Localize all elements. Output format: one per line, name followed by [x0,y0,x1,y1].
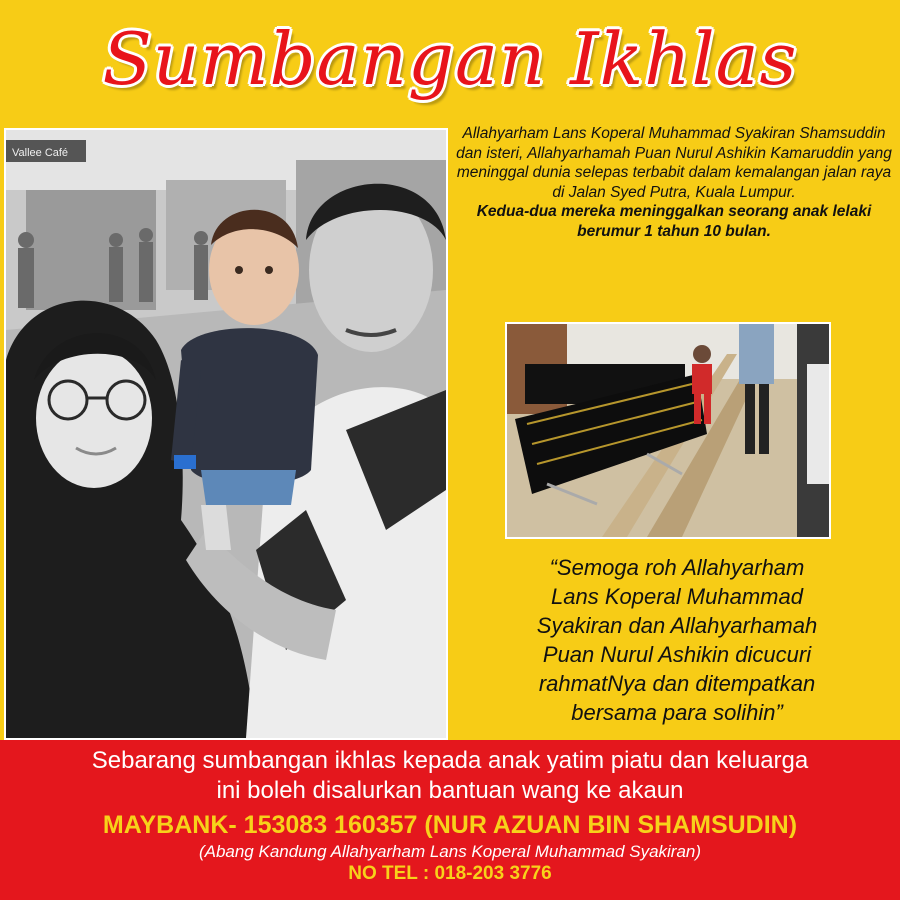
title-text: Sumbangan Ikhlas [102,17,798,101]
quote-line: Puan Nurul Ashikin dicucuri [542,642,812,667]
intro-text-block [456,124,892,241]
cafe-sign: Vallee Café [12,147,69,159]
quote-line: Lans Koperal Muhammad [551,584,803,609]
donation-footer [0,740,900,900]
funeral-photo [505,322,831,539]
donation-appeal-line-2: ini boleh disalurkan bantuan wang ke akaun [216,777,684,804]
bank-account: MAYBANK- 153083 160357 (NUR AZUAN BIN SHAMSUDIN) [102,811,798,839]
prayer-quote [470,553,884,727]
phone-number: NO TEL : 018-203 3776 [348,863,552,884]
quote-line: bersama para solihin” [571,700,783,725]
donation-appeal-line-1: Sebarang sumbangan ikhlas kepada anak yatim piatu dan keluarga [91,747,809,774]
poster-title [0,0,900,118]
family-photo [4,128,448,740]
quote-line: “Semoga roh Allahyarham [549,555,805,580]
account-holder-relation: (Abang Kandung Allahyarham Lans Koperal Muhammad Syakiran) [198,842,702,861]
intro-paragraph: Allahyarham Lans Koperal Muhammad Syakiran Shamsuddin dan isteri, Allahyarhamah Puan Nurul Ashikin Kamaruddin yang meninggal dunia selepas terbabit dalam kemalangan jalan raya di Jalan Syed Putra, Kuala Lumpur. [456,125,892,201]
intro-highlight: Kedua-dua mereka meninggalkan seorang anak lelaki berumur 1 tahun 10 bulan. [476,203,872,240]
quote-line: Syakiran dan Allahyarhamah [536,613,818,638]
quote-line: rahmatNya dan ditempatkan [538,671,816,696]
